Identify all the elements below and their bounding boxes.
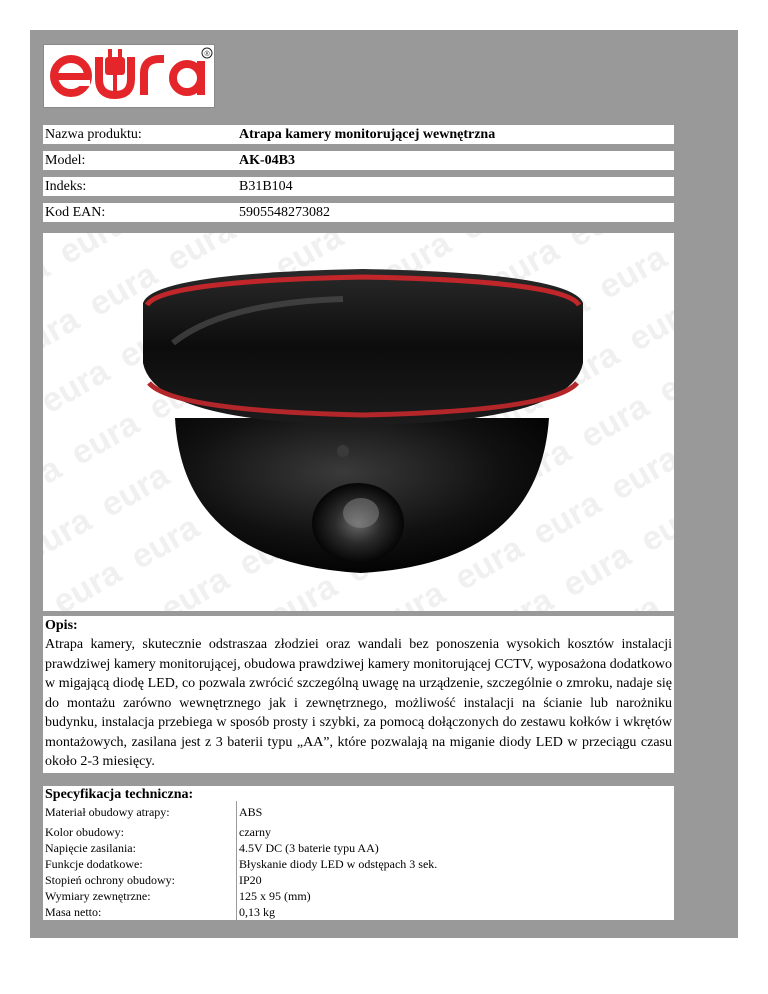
product-photo bbox=[43, 233, 674, 611]
product-name-label: Nazwa produktu: bbox=[45, 127, 142, 142]
description-section bbox=[43, 616, 674, 773]
spec-weight-value: 0,13 kg bbox=[239, 905, 275, 919]
model-row bbox=[43, 151, 674, 170]
ean-row bbox=[43, 203, 674, 222]
model-label: Model: bbox=[45, 153, 86, 168]
spec-dimensions-label: Wymiary zewnętrzne: bbox=[45, 889, 151, 903]
specs-section bbox=[43, 786, 674, 920]
ean-value: 5905548273082 bbox=[239, 205, 330, 220]
registered-mark: ® bbox=[204, 51, 210, 58]
spec-material-value: ABS bbox=[239, 805, 263, 819]
index-value: B31B104 bbox=[239, 179, 293, 194]
eura-logo-icon bbox=[44, 45, 214, 107]
index-label: Indeks: bbox=[45, 179, 87, 194]
index-row bbox=[43, 177, 674, 196]
description-text: Atrapa kamery, skutecznie odstraszaa złodziei oraz wandali bez ponoszenia wysokich kosztów instalacji prawdziwej kamery monitorującej, obudowa prawdziwej kamery monitorującej CCTV, wyposażona dodatkowo w migającą diodę LED, co pozwala zwrócić szczególną uwagę na urządzenie, szczególnie o zmroku, nadaje się do montażu zarówno wewnętrznego jak i zewnętrznego, możliwość instalacji na ścianie lub narożniku budynku, instalacja przebiega w sposób prosty i szybki, za pomocą dołączonych do zestawu kołków i wkrętów montażowych, zasilana jest z 3 baterii typu „AA”, które pozwalają na miganie diody LED w przeciągu czasu około 2-3 miesięcy. bbox=[45, 637, 672, 769]
specs-title: Specyfikacja techniczna: bbox=[45, 787, 194, 802]
spec-color-label: Kolor obudowy: bbox=[45, 825, 124, 839]
spec-column-divider bbox=[236, 801, 237, 920]
spec-functions-value: Błyskanie diody LED w odstępach 3 sek. bbox=[239, 857, 438, 871]
brand-logo bbox=[43, 44, 215, 108]
spec-protection-value: IP20 bbox=[239, 873, 262, 887]
ean-label: Kod EAN: bbox=[45, 205, 106, 220]
spec-material-label: Materiał obudowy atrapy: bbox=[45, 805, 170, 819]
product-name-value: Atrapa kamery monitorującej wewnętrzna bbox=[239, 127, 496, 142]
spec-dimensions-value: 125 x 95 (mm) bbox=[239, 889, 311, 903]
spec-functions-label: Funkcje dodatkowe: bbox=[45, 857, 143, 871]
spec-color-value: czarny bbox=[239, 825, 271, 839]
spec-weight-label: Masa netto: bbox=[45, 905, 102, 919]
spec-voltage-value: 4.5V DC (3 baterie typu AA) bbox=[239, 841, 379, 855]
spec-protection-label: Stopień ochrony obudowy: bbox=[45, 873, 175, 887]
description-title: Opis: bbox=[45, 618, 78, 633]
dome-camera-image bbox=[43, 233, 674, 611]
model-value: AK-04B3 bbox=[239, 153, 295, 168]
product-name-row bbox=[43, 125, 674, 144]
spec-voltage-label: Napięcie zasilania: bbox=[45, 841, 136, 855]
